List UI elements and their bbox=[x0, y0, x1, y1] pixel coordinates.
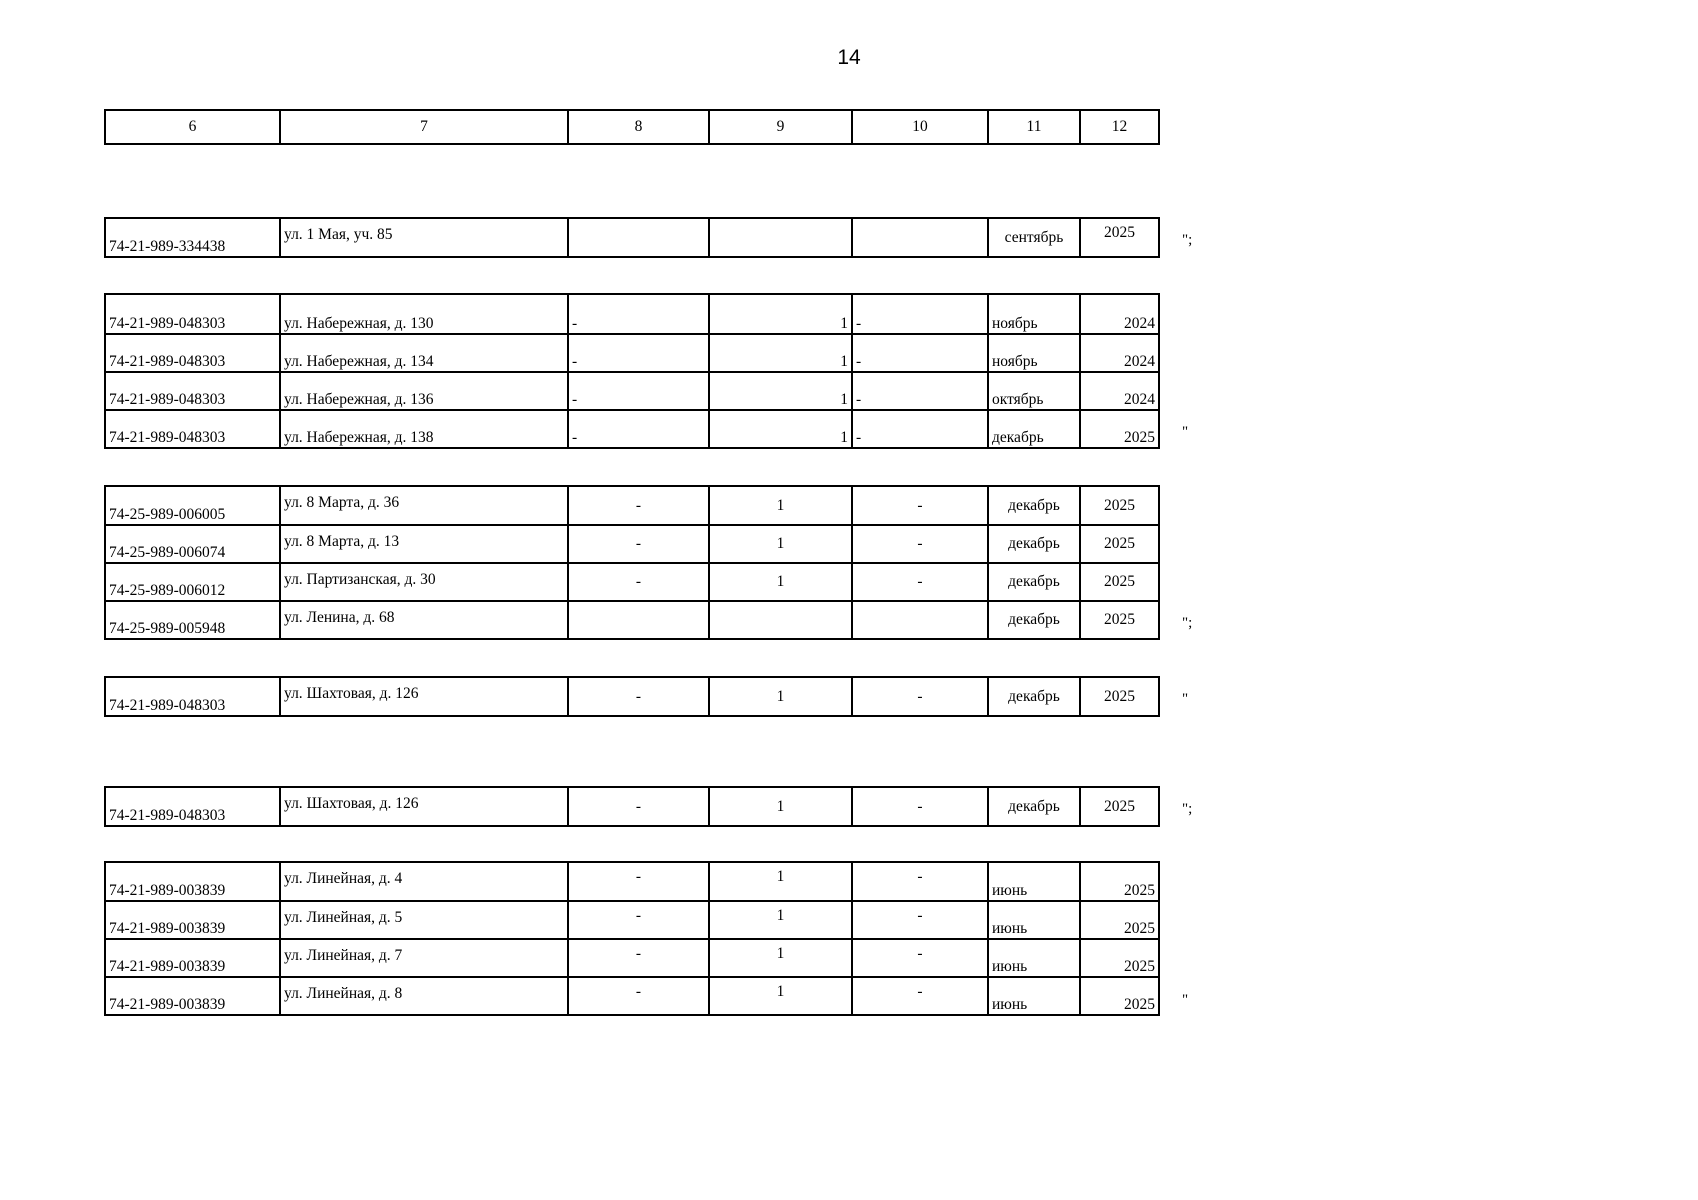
year-cell: 2024 bbox=[1080, 372, 1159, 410]
table-row bbox=[105, 939, 1159, 977]
col9-cell: 1 bbox=[709, 563, 852, 601]
address-cell: ул. Ленина, д. 68 bbox=[280, 601, 568, 639]
cadastral-cell: 74-21-989-048303 bbox=[105, 334, 280, 372]
table-row bbox=[105, 334, 1159, 372]
col10-cell: - bbox=[852, 862, 988, 901]
month-cell: июнь bbox=[988, 901, 1080, 939]
col9-cell: 1 bbox=[709, 977, 852, 1015]
table-row bbox=[105, 601, 1159, 639]
col8-cell: - bbox=[568, 525, 709, 563]
cadastral-cell: 74-21-989-048303 bbox=[105, 372, 280, 410]
col9-cell: 1 bbox=[709, 294, 852, 334]
col10-cell: - bbox=[852, 563, 988, 601]
table-row bbox=[105, 218, 1159, 257]
cadastral-cell: 74-21-989-334438 bbox=[105, 218, 280, 257]
month-cell: декабрь bbox=[988, 525, 1080, 563]
year-cell: 2025 bbox=[1080, 525, 1159, 563]
cadastral-cell: 74-25-989-006012 bbox=[105, 563, 280, 601]
column-header-10: 10 bbox=[852, 110, 988, 144]
month-cell: сентябрь bbox=[988, 218, 1080, 257]
table-row bbox=[105, 901, 1159, 939]
closing-quote-mark: "; bbox=[1182, 232, 1193, 248]
cadastral-cell: 74-25-989-006074 bbox=[105, 525, 280, 563]
column-header-11: 11 bbox=[988, 110, 1080, 144]
year-cell: 2025 bbox=[1080, 977, 1159, 1015]
table-row bbox=[105, 525, 1159, 563]
col8-cell: - bbox=[568, 939, 709, 977]
column-header-7: 7 bbox=[280, 110, 568, 144]
month-cell: декабрь bbox=[988, 677, 1080, 716]
data-table-3 bbox=[104, 485, 1160, 640]
col8-cell: - bbox=[568, 372, 709, 410]
col10-cell: - bbox=[852, 677, 988, 716]
col10-cell: - bbox=[852, 901, 988, 939]
address-cell: ул. Шахтовая, д. 126 bbox=[280, 787, 568, 826]
table-row bbox=[105, 372, 1159, 410]
col10-cell: - bbox=[852, 334, 988, 372]
col9-cell: 1 bbox=[709, 372, 852, 410]
month-cell: октябрь bbox=[988, 372, 1080, 410]
col8-cell: - bbox=[568, 334, 709, 372]
table-row bbox=[105, 410, 1159, 448]
col8-cell: - bbox=[568, 486, 709, 525]
month-cell: ноябрь bbox=[988, 334, 1080, 372]
closing-quote-mark: " bbox=[1182, 424, 1189, 440]
column-header-8: 8 bbox=[568, 110, 709, 144]
table-row bbox=[105, 563, 1159, 601]
cadastral-cell: 74-21-989-048303 bbox=[105, 294, 280, 334]
year-cell: 2025 bbox=[1080, 563, 1159, 601]
address-cell: ул. Линейная, д. 5 bbox=[280, 901, 568, 939]
month-cell: декабрь bbox=[988, 601, 1080, 639]
col10-cell: - bbox=[852, 977, 988, 1015]
data-table-2 bbox=[104, 293, 1160, 449]
column-header-table bbox=[104, 109, 1160, 145]
closing-quote-mark: "; bbox=[1182, 801, 1193, 817]
month-cell: июнь bbox=[988, 977, 1080, 1015]
col10-cell: - bbox=[852, 410, 988, 448]
cadastral-cell: 74-21-989-003839 bbox=[105, 862, 280, 901]
address-cell: ул. Линейная, д. 8 bbox=[280, 977, 568, 1015]
month-cell: декабрь bbox=[988, 563, 1080, 601]
address-cell: ул. Линейная, д. 4 bbox=[280, 862, 568, 901]
address-cell: ул. Набережная, д. 138 bbox=[280, 410, 568, 448]
month-cell: июнь bbox=[988, 862, 1080, 901]
col10-cell: - bbox=[852, 787, 988, 826]
col10-cell bbox=[852, 218, 988, 257]
col9-cell: 1 bbox=[709, 486, 852, 525]
cadastral-cell: 74-21-989-003839 bbox=[105, 901, 280, 939]
data-table-6 bbox=[104, 861, 1160, 1016]
year-cell: 2024 bbox=[1080, 334, 1159, 372]
col9-cell: 1 bbox=[709, 787, 852, 826]
table-row bbox=[105, 294, 1159, 334]
col10-cell: - bbox=[852, 939, 988, 977]
year-cell: 2025 bbox=[1080, 939, 1159, 977]
data-table-4 bbox=[104, 676, 1160, 717]
col9-cell bbox=[709, 601, 852, 639]
col9-cell: 1 bbox=[709, 677, 852, 716]
year-cell: 2025 bbox=[1080, 901, 1159, 939]
table-row bbox=[105, 677, 1159, 716]
col9-cell: 1 bbox=[709, 525, 852, 563]
data-table-1 bbox=[104, 217, 1160, 258]
month-cell: ноябрь bbox=[988, 294, 1080, 334]
data-table-5 bbox=[104, 786, 1160, 827]
address-cell: ул. Набережная, д. 134 bbox=[280, 334, 568, 372]
year-cell: 2025 bbox=[1080, 677, 1159, 716]
col8-cell: - bbox=[568, 563, 709, 601]
col10-cell: - bbox=[852, 372, 988, 410]
page-number: 14 bbox=[837, 46, 861, 69]
year-cell: 2025 bbox=[1080, 862, 1159, 901]
cadastral-cell: 74-21-989-003839 bbox=[105, 977, 280, 1015]
closing-quote-mark: " bbox=[1182, 992, 1189, 1008]
col8-cell: - bbox=[568, 787, 709, 826]
cadastral-cell: 74-21-989-048303 bbox=[105, 677, 280, 716]
address-cell: ул. Линейная, д. 7 bbox=[280, 939, 568, 977]
month-cell: декабрь bbox=[988, 410, 1080, 448]
col8-cell: - bbox=[568, 677, 709, 716]
closing-quote-mark: "; bbox=[1182, 615, 1193, 631]
column-header-row bbox=[105, 110, 1159, 144]
year-cell: 2025 bbox=[1080, 486, 1159, 525]
col9-cell: 1 bbox=[709, 939, 852, 977]
table-row bbox=[105, 787, 1159, 826]
col8-cell: - bbox=[568, 977, 709, 1015]
address-cell: ул. 8 Марта, д. 13 bbox=[280, 525, 568, 563]
col9-cell: 1 bbox=[709, 410, 852, 448]
col10-cell: - bbox=[852, 294, 988, 334]
table-row bbox=[105, 486, 1159, 525]
col8-cell bbox=[568, 218, 709, 257]
year-cell: 2025 bbox=[1080, 787, 1159, 826]
col10-cell bbox=[852, 601, 988, 639]
col8-cell: - bbox=[568, 410, 709, 448]
cadastral-cell: 74-21-989-048303 bbox=[105, 410, 280, 448]
month-cell: июнь bbox=[988, 939, 1080, 977]
address-cell: ул. 1 Мая, уч. 85 bbox=[280, 218, 568, 257]
address-cell: ул. Шахтовая, д. 126 bbox=[280, 677, 568, 716]
col9-cell bbox=[709, 218, 852, 257]
year-cell: 2025 bbox=[1080, 218, 1159, 257]
month-cell: декабрь bbox=[988, 787, 1080, 826]
column-header-9: 9 bbox=[709, 110, 852, 144]
address-cell: ул. 8 Марта, д. 36 bbox=[280, 486, 568, 525]
col8-cell: - bbox=[568, 294, 709, 334]
col8-cell: - bbox=[568, 901, 709, 939]
year-cell: 2024 bbox=[1080, 294, 1159, 334]
cadastral-cell: 74-21-989-003839 bbox=[105, 939, 280, 977]
column-header-6: 6 bbox=[105, 110, 280, 144]
cadastral-cell: 74-25-989-005948 bbox=[105, 601, 280, 639]
year-cell: 2025 bbox=[1080, 410, 1159, 448]
closing-quote-mark: " bbox=[1182, 691, 1189, 707]
col10-cell: - bbox=[852, 525, 988, 563]
address-cell: ул. Набережная, д. 136 bbox=[280, 372, 568, 410]
table-row bbox=[105, 862, 1159, 901]
col9-cell: 1 bbox=[709, 862, 852, 901]
col9-cell: 1 bbox=[709, 901, 852, 939]
col8-cell: - bbox=[568, 862, 709, 901]
col9-cell: 1 bbox=[709, 334, 852, 372]
address-cell: ул. Партизанская, д. 30 bbox=[280, 563, 568, 601]
address-cell: ул. Набережная, д. 130 bbox=[280, 294, 568, 334]
year-cell: 2025 bbox=[1080, 601, 1159, 639]
table-row bbox=[105, 977, 1159, 1015]
col10-cell: - bbox=[852, 486, 988, 525]
cadastral-cell: 74-25-989-006005 bbox=[105, 486, 280, 525]
col8-cell bbox=[568, 601, 709, 639]
cadastral-cell: 74-21-989-048303 bbox=[105, 787, 280, 826]
column-header-12: 12 bbox=[1080, 110, 1159, 144]
month-cell: декабрь bbox=[988, 486, 1080, 525]
